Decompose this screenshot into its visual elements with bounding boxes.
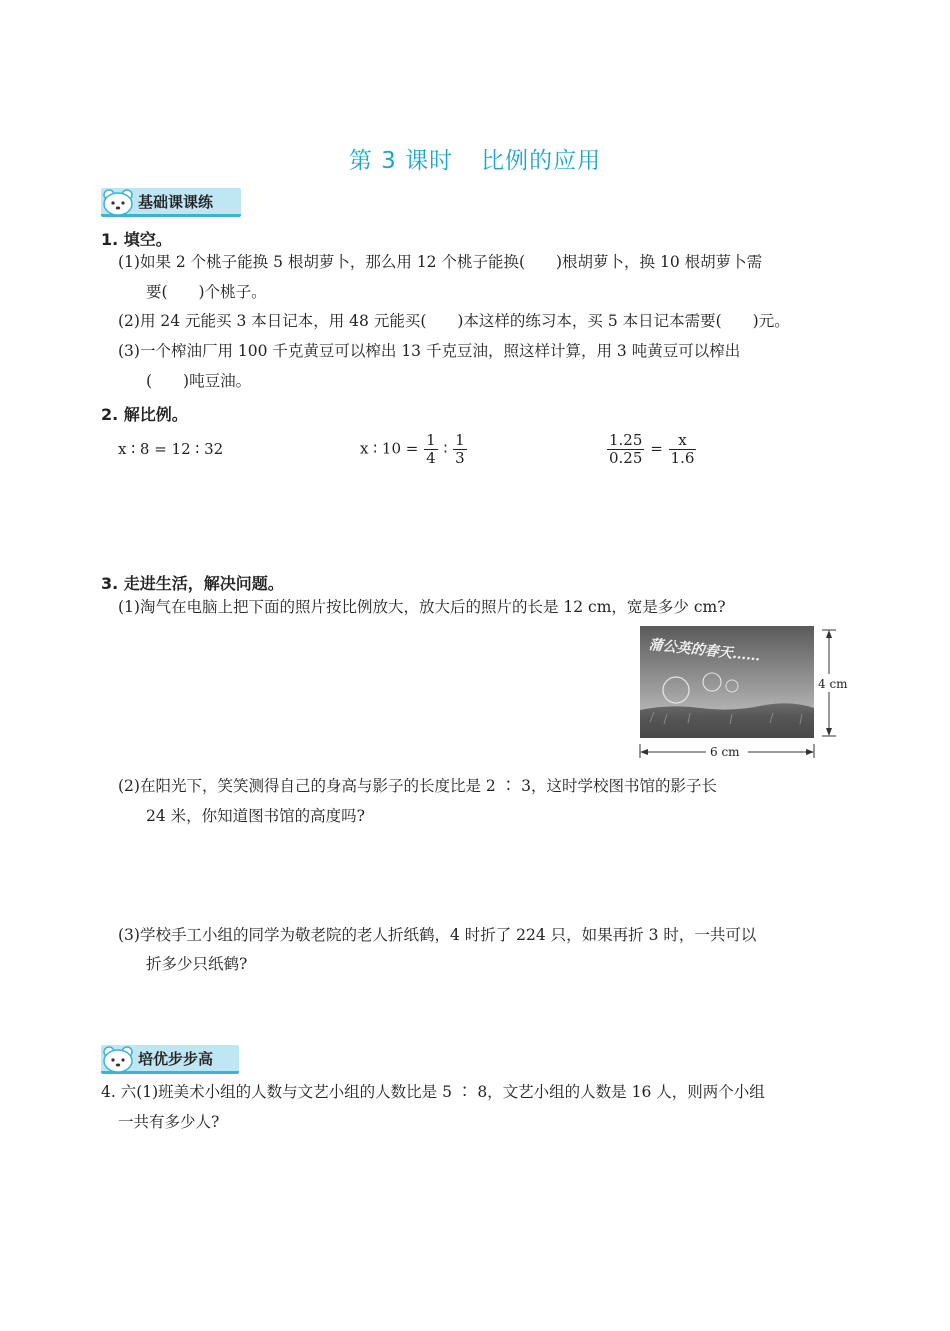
fraction-1-25-over-0-25: $\frac{1.25}{0.25}$ [609,431,643,467]
question-3-title: 3. 走进生活，解决问题。 [101,574,284,593]
equation-2 [360,432,468,467]
q4-line2: 一共有多少人? [118,1113,220,1131]
photo-height-label: 4 cm [818,677,848,691]
q3-part2-line2: 24 米，你知道图书馆的高度吗? [146,807,365,825]
lesson-topic: 比例的应用 [481,148,602,174]
photo-figure [636,626,852,762]
q3-part3-line2: 折多少只纸鹤? [146,955,248,973]
equation-2-lhs: x ∶ 10 = [360,439,419,458]
q1-part3-line2: ( )吨豆油。 [146,372,252,390]
fraction-x-over-1-6: $\frac{x}{1.6}$ [670,431,695,467]
equals-sign: = [650,439,663,458]
question-1-title: 1. 填空。 [101,230,172,249]
equation-3 [606,432,697,467]
q1-part1-line1: (1)如果 2 个桃子能换 5 根胡萝卜，那么用 12 个桃子能换( )根胡萝卜，换 10 根胡萝卜需 [118,253,763,271]
q1-part2-line1: (2)用 24 元能买 3 本日记本，用 48 元能买( )本这样的练习本，买 5 本日记本需要( )元。 [118,312,790,330]
ratio-colon: ∶ [443,439,448,458]
q3-part2-line1: (2)在阳光下，笑笑测得自己的身高与影子的长度比是 2 ∶ 3，这时学校图书馆的影子长 [118,777,717,795]
question-2-title: 2. 解比例。 [101,405,188,424]
q1-part1-line2: 要( )个桃子。 [146,283,267,301]
photo-caption: 蒲公英的春天…… [648,636,762,665]
banner-label: 培优步步高 [138,1050,214,1068]
photo-width-label: 6 cm [710,745,740,759]
equation-1: x ∶ 8 = 12 ∶ 32 [118,440,224,458]
q3-part3-line1: (3)学校手工小组的同学为敬老院的老人折纸鹤，4 时折了 224 只，如果再折 3 时，一共可以 [118,926,757,944]
dimension-lines [636,626,852,762]
q1-part3-line1: (3)一个榨油厂用 100 千克黄豆可以榨出 13 千克豆油，照这样计算，用 3 吨黄豆可以榨出 [118,342,741,360]
fraction-one-quarter: $\frac{1}{4}$ [426,431,436,467]
q4-line1: 4. 六(1)班美术小组的人数与文艺小组的人数比是 5 ∶ 8，文艺小组的人数是 16 人，则两个小组 [101,1083,765,1101]
lesson-number: 第 3 课时 [348,148,454,174]
bear-icon [101,188,135,216]
banner-label: 基础课课练 [138,193,214,211]
fraction-one-third: $\frac{1}{3}$ [455,431,465,467]
bear-icon [101,1045,135,1073]
page-title [0,142,950,175]
q3-part1-line1: (1)淘气在电脑上把下面的照片按比例放大，放大后的照片的长是 12 cm，宽是多少 cm? [118,598,726,616]
